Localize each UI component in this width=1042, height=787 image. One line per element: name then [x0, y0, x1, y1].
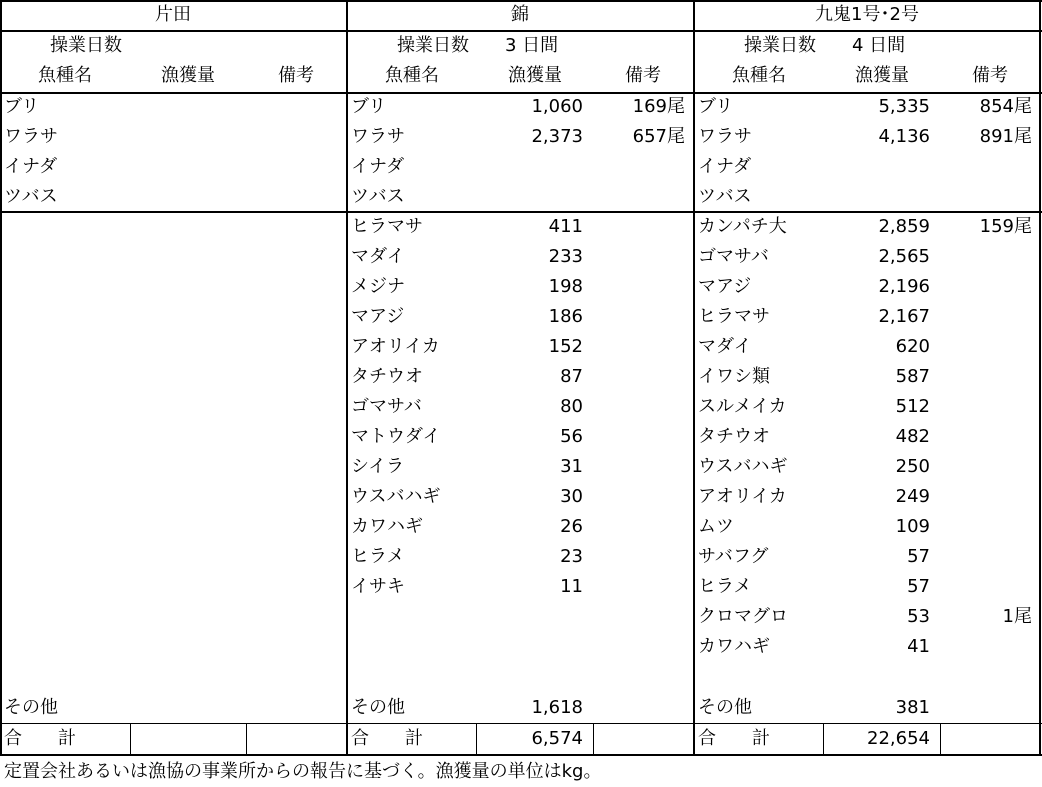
catch-amount	[130, 152, 236, 182]
remarks	[940, 422, 1032, 452]
species-name: サバフグ	[698, 546, 769, 567]
species-name: アオリイカ	[351, 336, 440, 357]
species-name: ブリ	[351, 96, 387, 117]
section-divider-1	[346, 0, 348, 756]
catch-amount: 23	[560, 546, 583, 567]
remarks: 891尾	[979, 126, 1032, 147]
remarks	[940, 572, 1032, 602]
operating-days-label: 操業日数	[50, 35, 122, 56]
total-label: 合 計	[351, 728, 423, 749]
remarks	[940, 452, 1032, 482]
operating-days-label: 操業日数	[397, 35, 469, 56]
species-name: マアジ	[351, 306, 405, 327]
catch-amount: 87	[560, 366, 583, 387]
species-name: カワハギ	[698, 636, 770, 657]
catch-amount	[477, 152, 583, 182]
species-name: タチウオ	[351, 366, 423, 387]
catch-amount	[130, 92, 236, 122]
remarks: 159尾	[979, 216, 1032, 237]
section-divider-2	[693, 0, 695, 756]
catch-amount: 411	[548, 216, 583, 237]
species-name: マダイ	[351, 246, 405, 267]
column-header-remarks: 備考	[625, 65, 661, 86]
catch-amount: 250	[895, 456, 930, 477]
species-name: ムツ	[698, 516, 734, 537]
catch-amount: 186	[548, 306, 583, 327]
catch-amount: 26	[560, 516, 583, 537]
operating-days-value: 4 日間	[852, 35, 906, 56]
species-name: アオリイカ	[698, 486, 787, 507]
column-header-catch: 漁獲量	[161, 65, 215, 86]
remarks	[940, 332, 1032, 362]
remarks	[940, 632, 1032, 662]
species-name: イナダ	[698, 156, 752, 177]
table-border-bottom	[0, 754, 1042, 756]
catch-amount: 2,565	[878, 246, 930, 267]
catch-amount: 2,859	[878, 216, 930, 237]
remarks	[246, 182, 338, 212]
column-header-catch: 漁獲量	[508, 65, 562, 86]
total-label: 合 計	[698, 728, 770, 749]
column-header-catch: 漁獲量	[855, 65, 909, 86]
remarks	[593, 572, 685, 602]
catch-amount: 587	[895, 366, 930, 387]
species-name: ヒラマサ	[698, 306, 770, 327]
species-name: マダイ	[698, 336, 752, 357]
remarks	[246, 152, 338, 182]
species-name: メジナ	[351, 276, 405, 297]
remarks	[940, 512, 1032, 542]
catch-amount: 53	[907, 606, 930, 627]
remarks	[246, 92, 338, 122]
species-name: タチウオ	[698, 426, 770, 447]
remarks	[593, 542, 685, 572]
remarks	[940, 272, 1032, 302]
species-name: イナダ	[4, 156, 58, 177]
remarks	[593, 242, 685, 272]
remarks	[940, 302, 1032, 332]
catch-amount: 56	[560, 426, 583, 447]
remarks	[593, 332, 685, 362]
catch-amount	[130, 122, 236, 152]
species-name: イワシ類	[698, 366, 770, 387]
remarks	[593, 482, 685, 512]
section-title: 九鬼1号･2号	[815, 4, 919, 25]
catch-amount: 620	[895, 336, 930, 357]
catch-amount: 11	[560, 576, 583, 597]
other-species-label: その他	[351, 697, 405, 718]
remarks: 657尾	[632, 126, 685, 147]
species-name: ヒラメ	[351, 546, 405, 567]
catch-amount: 249	[895, 486, 930, 507]
species-name: ワラサ	[351, 126, 405, 147]
remarks	[593, 362, 685, 392]
remarks: 169尾	[632, 96, 685, 117]
species-name: ウスバハギ	[351, 486, 441, 507]
total-catch: 22,654	[867, 728, 930, 749]
catch-amount: 198	[548, 276, 583, 297]
catch-amount: 2,196	[878, 276, 930, 297]
total-catch: 6,574	[531, 728, 583, 749]
table-border-right	[1039, 0, 1041, 756]
remarks: 854尾	[979, 96, 1032, 117]
operating-days-value: 3 日間	[505, 35, 559, 56]
remarks	[593, 512, 685, 542]
catch-amount: 57	[907, 546, 930, 567]
species-name: ツバス	[698, 186, 752, 207]
species-name: カンパチ大	[698, 216, 787, 237]
species-name: マアジ	[698, 276, 752, 297]
species-name: カワハギ	[351, 516, 423, 537]
other-species-catch	[130, 693, 236, 723]
catch-amount: 512	[895, 396, 930, 417]
catch-amount: 152	[548, 336, 583, 357]
species-name: シイラ	[351, 456, 405, 477]
total-cell-divider	[246, 724, 247, 754]
species-name: イサキ	[351, 576, 405, 597]
remarks	[940, 542, 1032, 572]
catch-amount: 482	[895, 426, 930, 447]
catch-amount: 233	[548, 246, 583, 267]
other-species-catch: 381	[895, 697, 930, 718]
species-name: クロマグロ	[698, 606, 788, 627]
catch-amount: 30	[560, 486, 583, 507]
remarks	[593, 302, 685, 332]
remarks	[593, 212, 685, 242]
other-species-label: その他	[698, 697, 752, 718]
other-species-label: その他	[4, 697, 58, 718]
species-name: ワラサ	[4, 126, 58, 147]
remarks	[593, 272, 685, 302]
species-name: ウスバハギ	[698, 456, 788, 477]
species-name: イナダ	[351, 156, 405, 177]
catch-amount: 57	[907, 576, 930, 597]
catch-amount: 5,335	[878, 96, 930, 117]
total-label: 合 計	[4, 728, 76, 749]
section-title: 片田	[155, 4, 191, 25]
species-name: マトウダイ	[351, 426, 441, 447]
species-name: ブリ	[698, 96, 734, 117]
remarks	[593, 422, 685, 452]
remarks	[940, 392, 1032, 422]
catch-amount	[130, 182, 236, 212]
catch-amount	[824, 182, 930, 212]
species-name: ゴマサバ	[698, 246, 769, 267]
remarks: 1尾	[1002, 606, 1032, 627]
operating-days-value	[158, 31, 278, 61]
column-header-remarks: 備考	[972, 65, 1008, 86]
species-name: ゴマサバ	[351, 396, 422, 417]
total-catch	[130, 724, 236, 754]
remarks	[593, 452, 685, 482]
species-name: ツバス	[4, 186, 58, 207]
remarks	[940, 362, 1032, 392]
operating-days-label: 操業日数	[744, 35, 816, 56]
species-name: スルメイカ	[698, 396, 787, 417]
column-header-species: 魚種名	[385, 65, 439, 86]
catch-amount: 2,373	[531, 126, 583, 147]
catch-amount: 4,136	[878, 126, 930, 147]
total-cell-divider	[940, 724, 941, 754]
catch-amount: 41	[907, 636, 930, 657]
catch-amount: 31	[560, 456, 583, 477]
catch-amount	[477, 182, 583, 212]
catch-amount: 109	[895, 516, 930, 537]
column-header-species: 魚種名	[38, 65, 92, 86]
catch-amount: 80	[560, 396, 583, 417]
remarks	[940, 152, 1032, 182]
footer-note: 定置会社あるいは漁協の事業所からの報告に基づく。漁獲量の単位はkg。	[4, 761, 602, 782]
species-name: ツバス	[351, 186, 405, 207]
remarks	[593, 392, 685, 422]
remarks	[593, 182, 685, 212]
catch-amount	[824, 152, 930, 182]
total-cell-divider	[593, 724, 594, 754]
species-name: ブリ	[4, 96, 40, 117]
catch-amount: 2,167	[878, 306, 930, 327]
remarks	[593, 152, 685, 182]
column-header-remarks: 備考	[278, 65, 314, 86]
remarks	[940, 482, 1032, 512]
remarks	[940, 182, 1032, 212]
species-name: ヒラマサ	[351, 216, 423, 237]
column-header-species: 魚種名	[732, 65, 786, 86]
remarks	[940, 242, 1032, 272]
catch-amount: 1,060	[531, 96, 583, 117]
remarks	[246, 122, 338, 152]
species-name: ワラサ	[698, 126, 752, 147]
other-species-catch: 1,618	[531, 697, 583, 718]
section-title: 錦	[511, 4, 529, 25]
species-name: ヒラメ	[698, 576, 752, 597]
table-border-left	[0, 0, 2, 756]
